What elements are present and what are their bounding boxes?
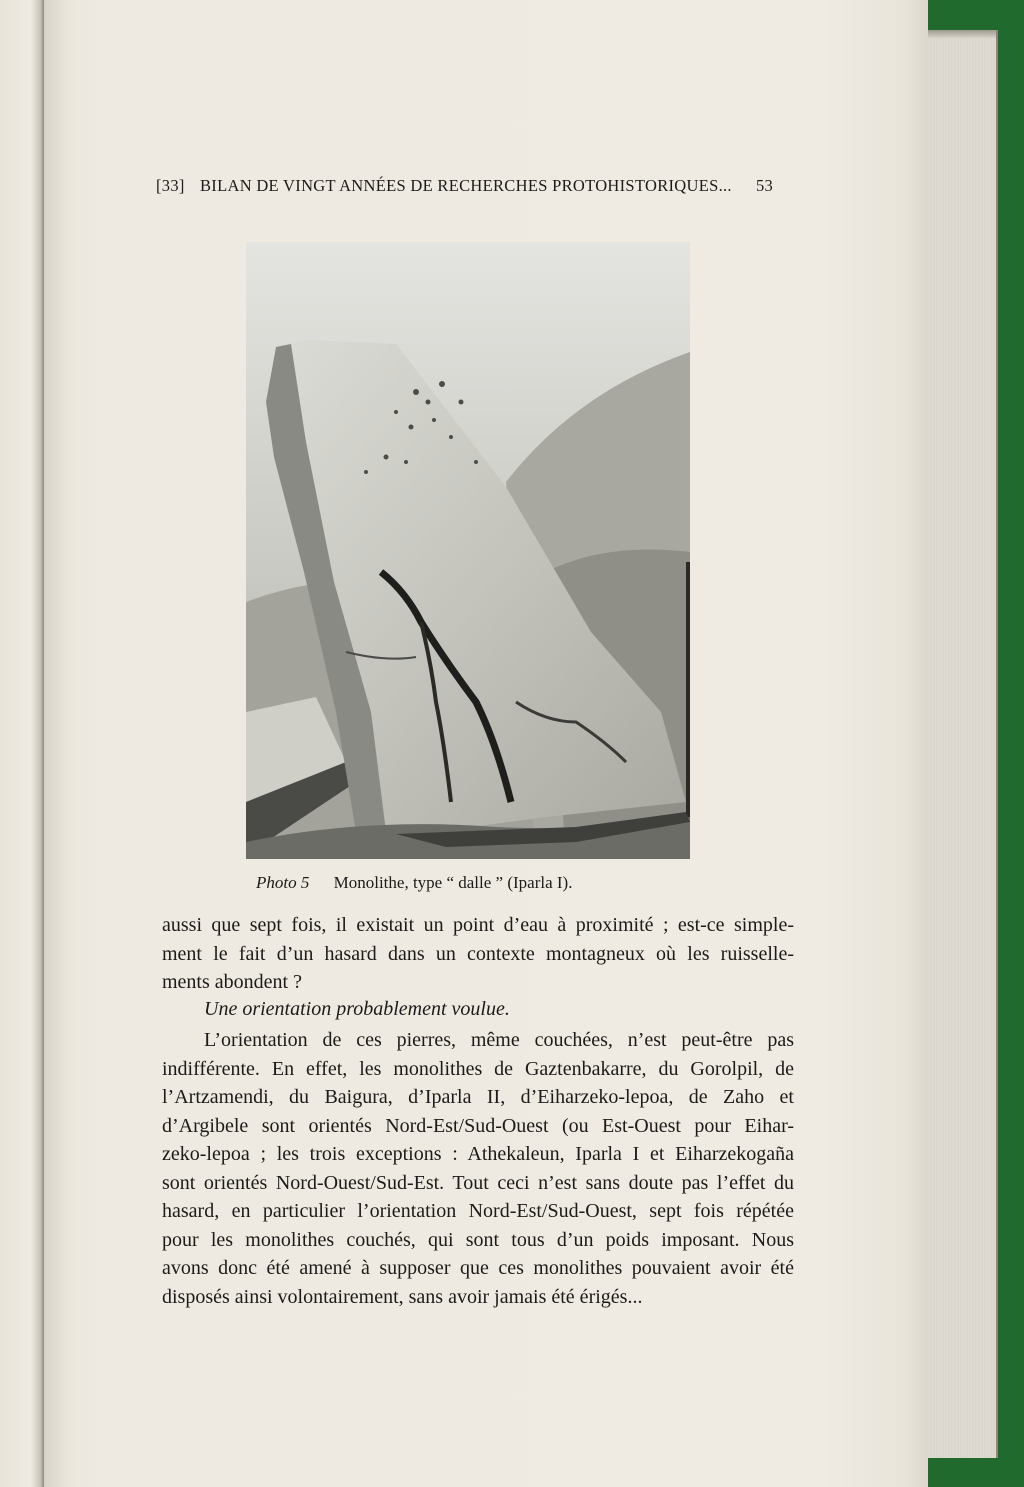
section-heading: Une orientation probablement voulue. bbox=[204, 998, 510, 1020]
text-line: hasard, en particulier l’orientation Nord-Est/Sud-Ouest, sept fois répétée bbox=[162, 1200, 794, 1222]
text-line: d’Argibele sont orientés Nord-Est/Sud-Ouest (ou Est-Ouest pour Eihar- bbox=[162, 1114, 794, 1137]
figure-caption bbox=[256, 873, 572, 893]
section-number: [33] bbox=[156, 176, 185, 195]
paragraph-1 bbox=[162, 911, 794, 997]
monolith-photo bbox=[246, 242, 690, 859]
text-line: ment le fait d’un hasard dans un contexte montagneux où les ruisselle- bbox=[162, 942, 794, 965]
text-line: ments abondent ? bbox=[162, 971, 302, 993]
book-page bbox=[44, 0, 928, 1487]
text-line: L’orientation de ces pierres, même couchées, n’est peut-être pas bbox=[204, 1029, 794, 1051]
text-line: l’Artzamendi, du Baigura, d’Iparla II, d’Eiharzeko-lepoa, de Zaho et bbox=[162, 1086, 794, 1108]
text-line: avons donc été amené à supposer que ces monolithes pouvaient avoir été bbox=[162, 1257, 794, 1279]
page-number: 53 bbox=[756, 176, 774, 195]
caption-text: Monolithe, type “ dalle ” (Iparla I). bbox=[333, 873, 573, 892]
text-line: pour les monolithes couchés, qui sont tous d’un poids imposant. Nous bbox=[162, 1228, 794, 1251]
running-title: BILAN DE VINGT ANNÉES DE RECHERCHES PROTOHISTORIQUES... bbox=[200, 176, 732, 195]
page-block-top-edge bbox=[928, 30, 996, 38]
text-line: aussi que sept fois, il existait un point d’eau à proximité ; est-ce simple- bbox=[162, 914, 794, 936]
text-line: sont orientés Nord-Ouest/Sud-Est. Tout ceci n’est sans doute pas l’effet du bbox=[162, 1171, 794, 1194]
caption-label: Photo 5 bbox=[256, 873, 310, 892]
paragraph-2 bbox=[162, 1026, 794, 1311]
text-line: indifférente. En effet, les monolithes de Gaztenbakarre, du Gorolpil, de bbox=[162, 1057, 794, 1080]
page-block-edges bbox=[928, 30, 998, 1458]
text-line: disposés ainsi volontairement, sans avoir jamais été érigés... bbox=[162, 1285, 643, 1308]
text-line: zeko-lepoa ; les trois exceptions : Athekaleun, Iparla I et Eiharzekogaña bbox=[162, 1143, 794, 1165]
left-page-edge bbox=[0, 0, 44, 1487]
